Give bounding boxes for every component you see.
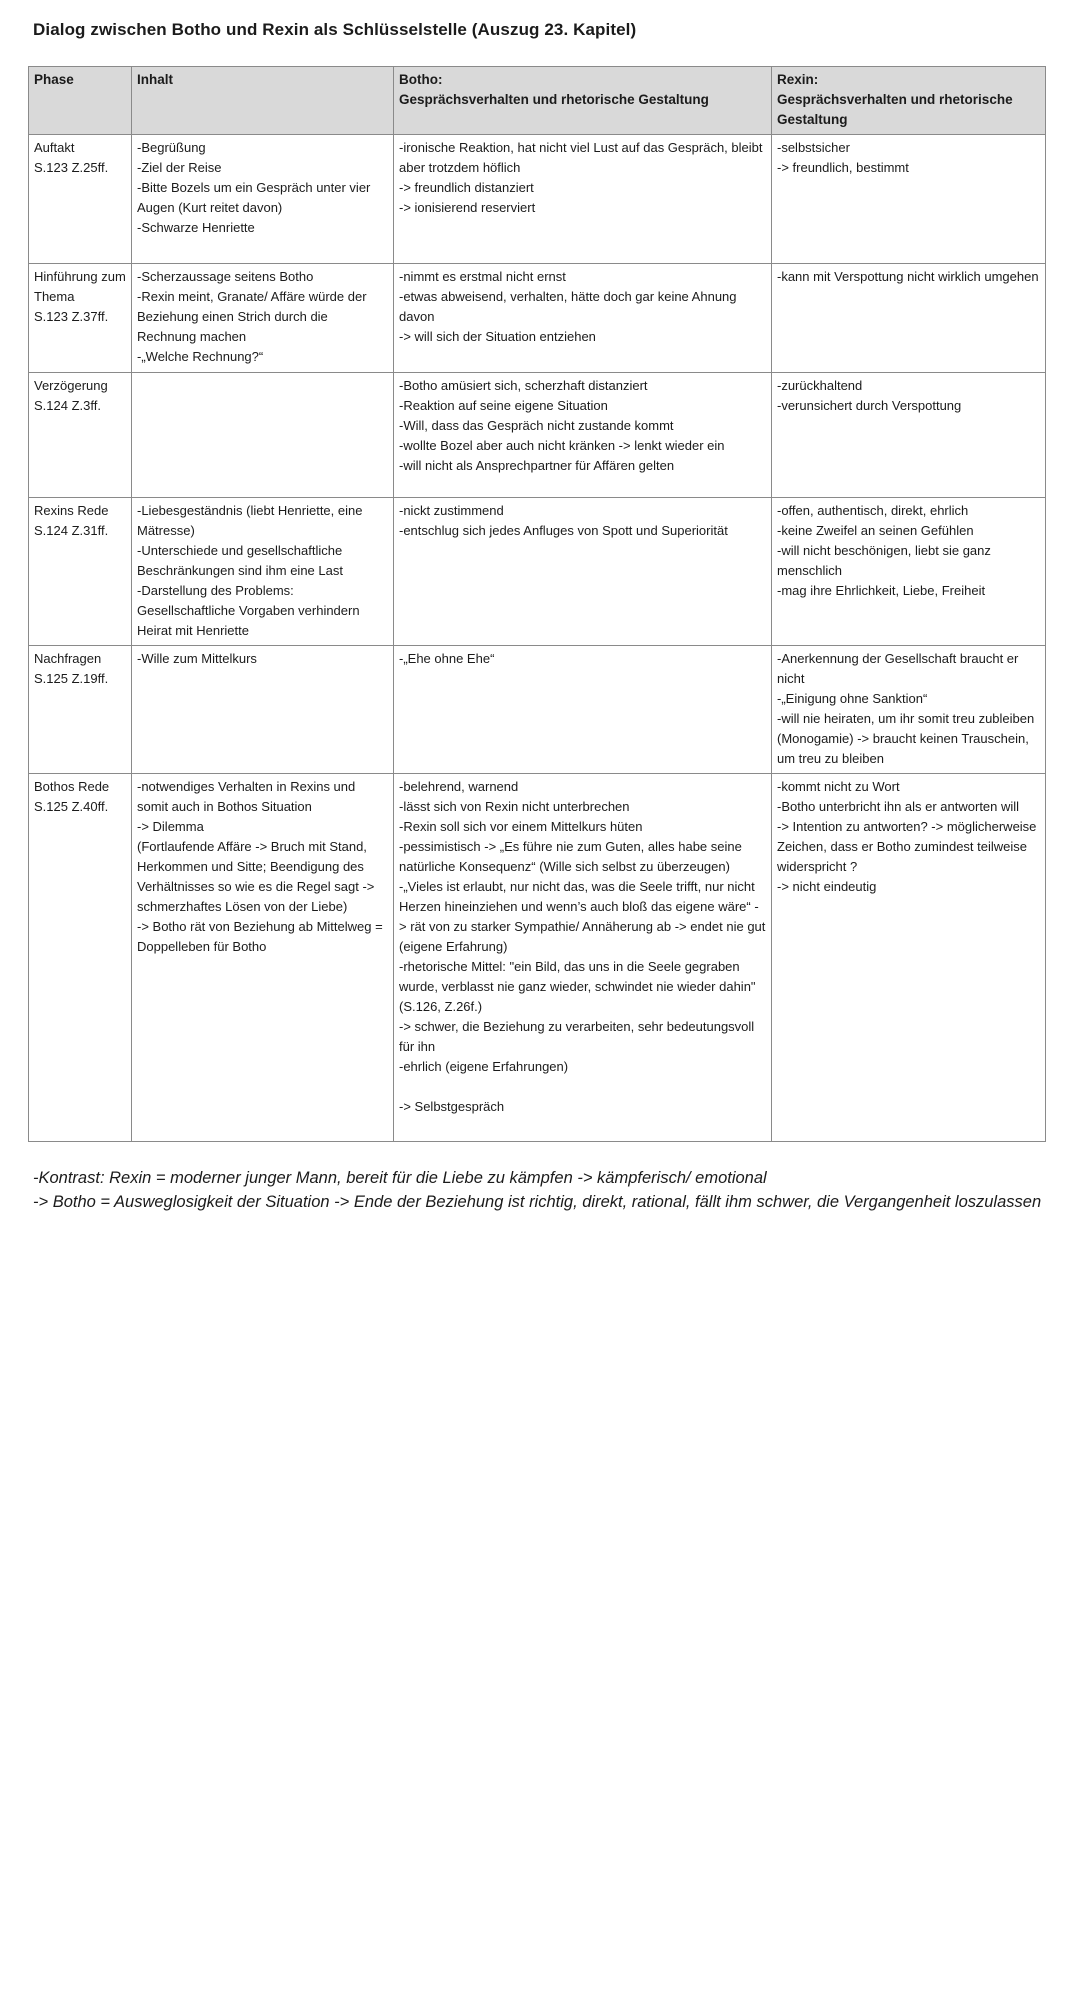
header-botho: Botho: Gesprächsverhalten und rhetorische Gestaltung [394,67,772,135]
header-rexin: Rexin: Gesprächsverhalten und rhetorische Gestaltung [772,67,1046,135]
cell-phase: Hinführung zum Thema S.123 Z.37ff. [29,264,132,373]
cell-inhalt [132,373,394,498]
cell-botho: -belehrend, warnend -lässt sich von Rexin nicht unterbrechen -Rexin soll sich vor einem Mittelkurs hüten -pessimistisch -> „Es führe nie zum Guten, alles habe seine natürliche Konsequenz“ (Wille sich selbst zu überzeugen) -„Vieles ist erlaubt, nur nicht das, was die Seele trifft, nur nicht Herzen hineinziehen und wenn’s auch bloß das eigene wäre“ -> rät von zu starker Sympathie/ Annäherung ab -> endet nie gut (eigene Erfahrung) -rhetorische Mittel: "ein Bild, das uns in die Seele gegraben wurde, verblasst nie ganz wieder, schwindet nie wieder dahin" (S.126, Z.26f.) -> schwer, die Beziehung zu verarbeiten, sehr bedeutungsvoll für ihn -ehrlich (eigene Erfahrungen) -> Selbstgespräch [394,774,772,1142]
cell-botho: -nickt zustimmend -entschlug sich jedes Anfluges von Spott und Superiorität [394,498,772,646]
cell-botho: -Botho amüsiert sich, scherzhaft distanziert -Reaktion auf seine eigene Situation -Will, dass das Gespräch nicht zustande kommt -wollte Bozel aber auch nicht kränken -> lenkt wieder ein -will nicht als Ansprechpartner für Affären gelten [394,373,772,498]
header-inhalt: Inhalt [132,67,394,135]
cell-inhalt: -Begrüßung -Ziel der Reise -Bitte Bozels um ein Gespräch unter vier Augen (Kurt reitet davon) -Schwarze Henriette [132,135,394,264]
analysis-table [28,66,1046,1142]
table-row [29,373,1046,498]
cell-phase: Nachfragen S.125 Z.19ff. [29,646,132,774]
cell-inhalt: -Scherzaussage seitens Botho -Rexin meint, Granate/ Affäre würde der Beziehung einen Strich durch die Rechnung machen -„Welche Rechnung?“ [132,264,394,373]
cell-rexin: -offen, authentisch, direkt, ehrlich -keine Zweifel an seinen Gefühlen -will nicht beschönigen, liebt sie ganz menschlich -mag ihre Ehrlichkeit, Liebe, Freiheit [772,498,1046,646]
cell-inhalt: -Wille zum Mittelkurs [132,646,394,774]
cell-rexin: -kommt nicht zu Wort -Botho unterbricht ihn als er antworten will -> Intention zu antworten? -> möglicherweise Zeichen, dass er Botho zumindest teilweise widerspricht ? -> nicht eindeutig [772,774,1046,1142]
document-title: Dialog zwischen Botho und Rexin als Schlüsselstelle (Auszug 23. Kapitel) [33,20,637,39]
cell-botho: -ironische Reaktion, hat nicht viel Lust auf das Gespräch, bleibt aber trotzdem höflich -> freundlich distanziert -> ionisierend reserviert [394,135,772,264]
cell-phase: Verzögerung S.124 Z.3ff. [29,373,132,498]
cell-phase: Rexins Rede S.124 Z.31ff. [29,498,132,646]
cell-inhalt: -notwendiges Verhalten in Rexins und somit auch in Bothos Situation -> Dilemma (Fortlaufende Affäre -> Bruch mit Stand, Herkommen und Sitte; Beendigung des Verhältnisses so wie es die Regel sagt -> schmerzhaftes Lösen von der Liebe) -> Botho rät von Beziehung ab Mittelweg = Doppelleben für Botho [132,774,394,1142]
table-row [29,135,1046,264]
cell-rexin: -kann mit Verspottung nicht wirklich umgehen [772,264,1046,373]
table-header-row [29,67,1046,135]
cell-phase: Bothos Rede S.125 Z.40ff. [29,774,132,1142]
summary-text: -Kontrast: Rexin = moderner junger Mann, bereit für die Liebe zu kämpfen -> kämpferisch/ emotional -> Botho = Ausweglosigkeit der Situation -> Ende der Beziehung ist richtig, direkt, rational, fällt ihm schwer, die Vergangenheit loszulassen [33,1169,1042,1211]
cell-rexin: -Anerkennung der Gesellschaft braucht er nicht -„Einigung ohne Sanktion“ -will nie heiraten, um ihr somit treu zubleiben (Monogamie) -> braucht keinen Trauschein, um treu zu bleiben [772,646,1046,774]
cell-rexin: -zurückhaltend -verunsichert durch Verspottung [772,373,1046,498]
cell-botho: -„Ehe ohne Ehe“ [394,646,772,774]
cell-botho: -nimmt es erstmal nicht ernst -etwas abweisend, verhalten, hätte doch gar keine Ahnung davon -> will sich der Situation entziehen [394,264,772,373]
cell-inhalt: -Liebesgeständnis (liebt Henriette, eine Mätresse) -Unterschiede und gesellschaftliche Beschränkungen sind ihm eine Last -Darstellung des Problems: Gesellschaftliche Vorgaben verhindern Heirat mit Henriette [132,498,394,646]
table-row [29,264,1046,373]
header-phase: Phase [29,67,132,135]
cell-phase: Auftakt S.123 Z.25ff. [29,135,132,264]
cell-rexin: -selbstsicher -> freundlich, bestimmt [772,135,1046,264]
table-row [29,646,1046,774]
table-row [29,498,1046,646]
table-row [29,774,1046,1142]
